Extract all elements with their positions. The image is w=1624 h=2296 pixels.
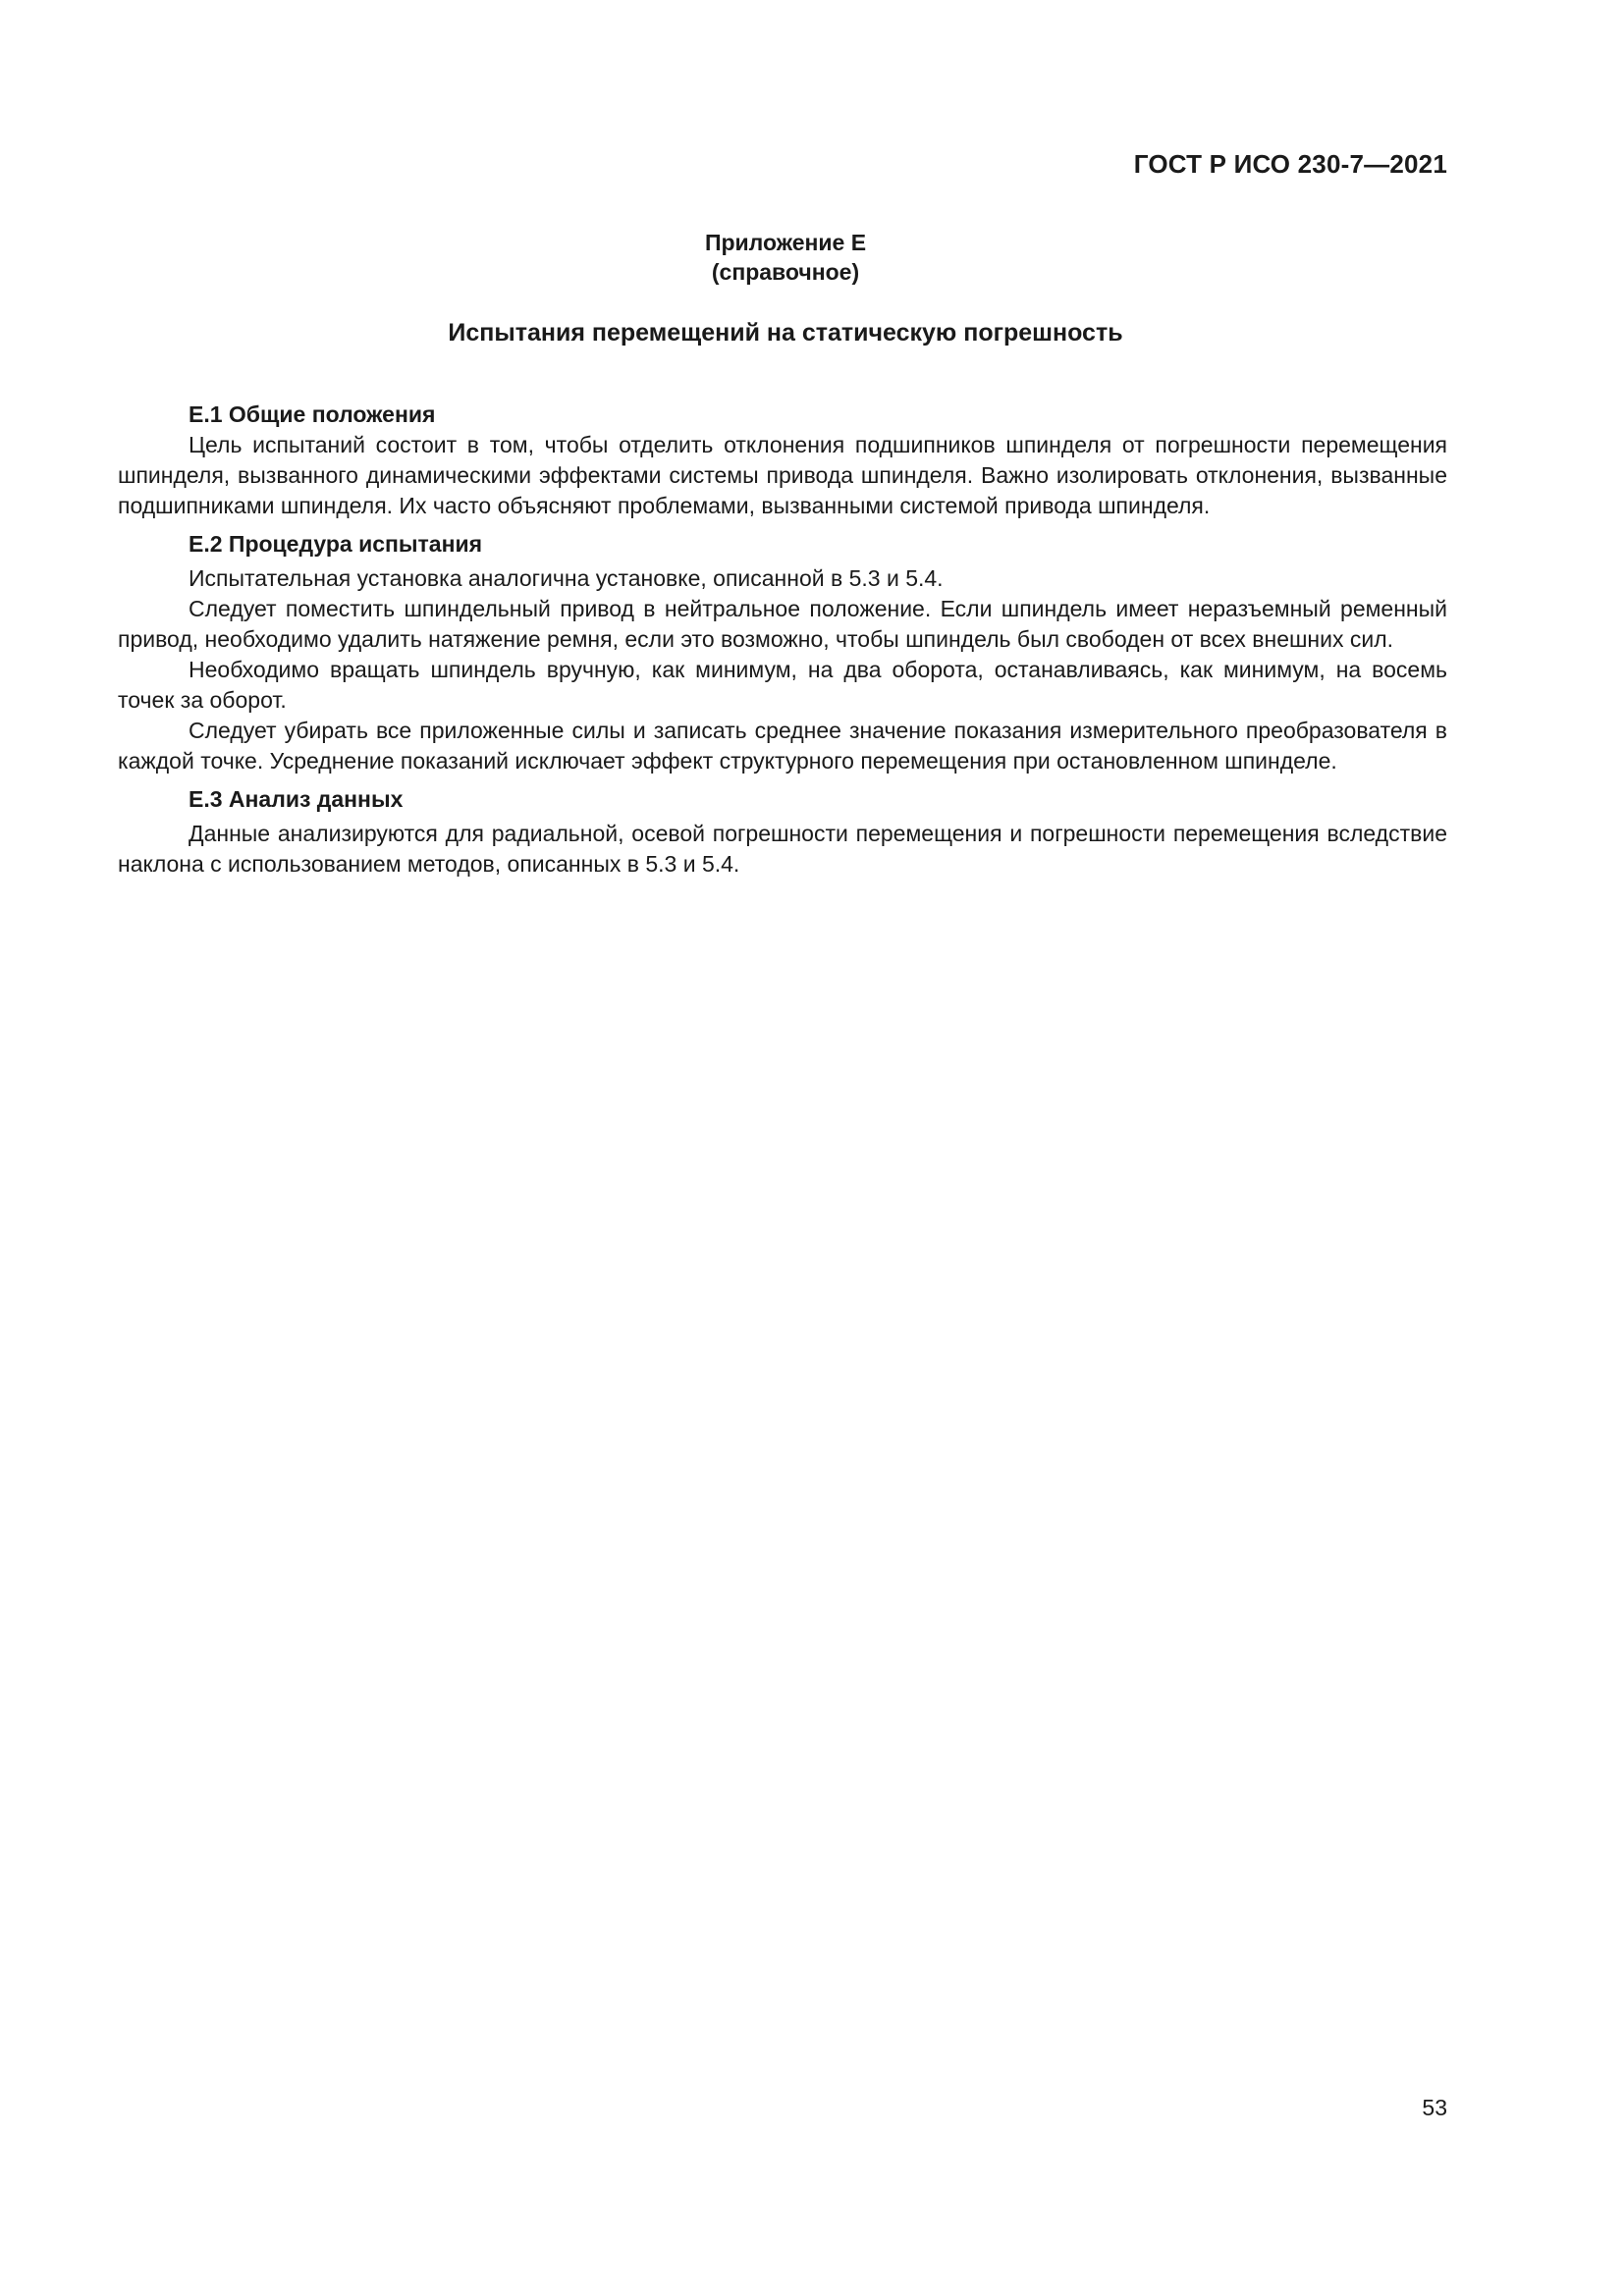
paragraph: Испытательная установка аналогична установке, описанной в 5.3 и 5.4.	[189, 565, 944, 591]
paragraph: Данные анализируются для радиальной, осевой погрешности перемещения и погрешности перемещения вследствие наклона с использованием методов, описанных в 5.3 и 5.4.	[118, 821, 1447, 877]
section-heading-e2: Е.2 Процедура испытания	[189, 531, 483, 557]
annex-label: Приложение Е	[704, 230, 867, 255]
paragraph: Следует убирать все приложенные силы и записать среднее значение показания измерительного преобразователя в каждой точке. Усреднение показаний исключает эффект структурного перемещения при остановленном шпинделе.	[118, 718, 1447, 774]
page-number: 53	[1422, 2095, 1447, 2120]
paragraph: Необходимо вращать шпиндель вручную, как минимум, на два оборота, останавливаясь, как минимум, на восемь точек за оборот.	[118, 657, 1447, 713]
document-code: ГОСТ Р ИСО 230-7—2021	[1133, 149, 1447, 179]
paragraph: Следует поместить шпиндельный привод в нейтральное положение. Если шпиндель имеет неразъемный ременный привод, необходимо удалить натяжение ремня, если это возможно, чтобы шпиндель был свободен от всех внешних сил.	[118, 596, 1447, 652]
paragraph: Цель испытаний состоит в том, чтобы отделить отклонения подшипников шпинделя от погрешности перемещения шпинделя, вызванного динамическими эффектами системы привода шпинделя. Важно изолировать отклонения, вызванные подшипниками шпинделя. Их часто объясняют проблемами, вызванными системой привода шпинделя.	[118, 432, 1447, 518]
annex-type: (справочное)	[711, 259, 860, 285]
page-title: Испытания перемещений на статическую погрешность	[448, 319, 1123, 347]
document-body	[118, 400, 1447, 880]
section-heading-e3: Е.3 Анализ данных	[189, 786, 404, 812]
section-heading-e1: Е.1 Общие положения	[189, 401, 436, 427]
annex-heading	[0, 228, 1571, 287]
